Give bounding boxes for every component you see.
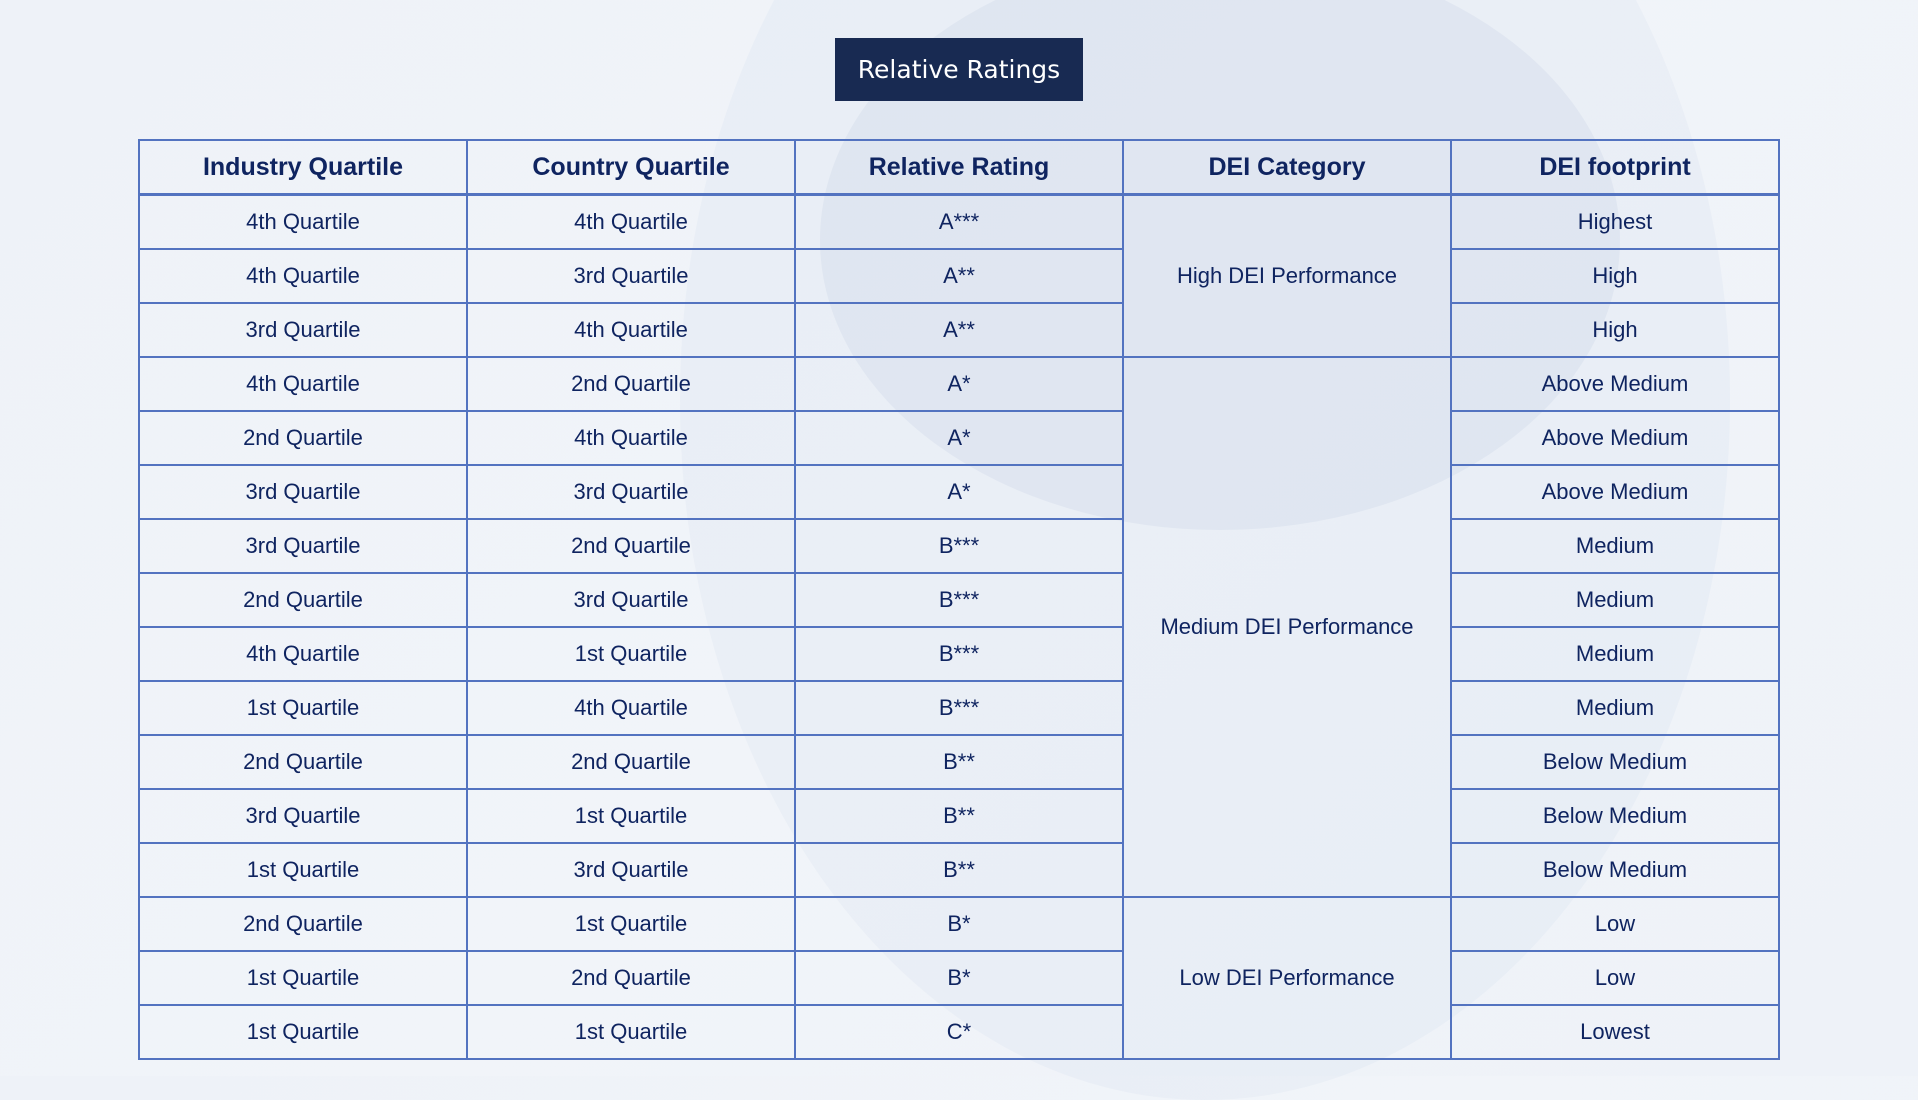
relative-rating-cell: B* (795, 897, 1123, 951)
country-quartile-cell: 3rd Quartile (467, 843, 795, 897)
industry-quartile-cell: 4th Quartile (139, 357, 467, 411)
industry-quartile-cell: 3rd Quartile (139, 303, 467, 357)
industry-quartile-cell: 3rd Quartile (139, 519, 467, 573)
table-row (139, 843, 1779, 897)
industry-quartile-cell: 4th Quartile (139, 195, 467, 250)
table-row (139, 195, 1779, 250)
relative-rating-cell: B*** (795, 627, 1123, 681)
industry-quartile-cell: 1st Quartile (139, 681, 467, 735)
relative-rating-cell: A** (795, 249, 1123, 303)
table-row (139, 411, 1779, 465)
dei-footprint-cell: Highest (1451, 195, 1779, 250)
country-quartile-cell: 2nd Quartile (467, 951, 795, 1005)
industry-quartile-cell: 1st Quartile (139, 843, 467, 897)
dei-footprint-cell: Low (1451, 897, 1779, 951)
table-row (139, 303, 1779, 357)
relative-rating-cell: B* (795, 951, 1123, 1005)
country-quartile-cell: 1st Quartile (467, 789, 795, 843)
industry-quartile-cell: 3rd Quartile (139, 789, 467, 843)
dei-footprint-cell: Above Medium (1451, 357, 1779, 411)
column-header: DEI Category (1123, 140, 1451, 195)
industry-quartile-cell: 4th Quartile (139, 627, 467, 681)
dei-footprint-cell: Lowest (1451, 1005, 1779, 1059)
dei-footprint-cell: Above Medium (1451, 411, 1779, 465)
dei-footprint-cell: High (1451, 303, 1779, 357)
country-quartile-cell: 1st Quartile (467, 897, 795, 951)
dei-footprint-cell: Above Medium (1451, 465, 1779, 519)
country-quartile-cell: 4th Quartile (467, 681, 795, 735)
industry-quartile-cell: 2nd Quartile (139, 897, 467, 951)
dei-footprint-cell: Medium (1451, 519, 1779, 573)
relative-rating-cell: B** (795, 843, 1123, 897)
ratings-table (138, 139, 1780, 1060)
dei-footprint-cell: Below Medium (1451, 843, 1779, 897)
country-quartile-cell: 4th Quartile (467, 411, 795, 465)
dei-category-cell: Low DEI Performance (1123, 897, 1451, 1059)
dei-footprint-cell: High (1451, 249, 1779, 303)
industry-quartile-cell: 2nd Quartile (139, 573, 467, 627)
table-row (139, 357, 1779, 411)
dei-category-cell: Medium DEI Performance (1123, 357, 1451, 897)
country-quartile-cell: 2nd Quartile (467, 735, 795, 789)
relative-rating-cell: A* (795, 465, 1123, 519)
country-quartile-cell: 1st Quartile (467, 627, 795, 681)
relative-rating-cell: B*** (795, 681, 1123, 735)
table-row (139, 249, 1779, 303)
country-quartile-cell: 2nd Quartile (467, 519, 795, 573)
dei-footprint-cell: Low (1451, 951, 1779, 1005)
industry-quartile-cell: 2nd Quartile (139, 411, 467, 465)
dei-footprint-cell: Below Medium (1451, 789, 1779, 843)
relative-rating-cell: A*** (795, 195, 1123, 250)
dei-footprint-cell: Medium (1451, 627, 1779, 681)
table-row (139, 465, 1779, 519)
relative-rating-cell: A** (795, 303, 1123, 357)
relative-rating-cell: B*** (795, 573, 1123, 627)
column-header: Relative Rating (795, 140, 1123, 195)
table-row (139, 951, 1779, 1005)
country-quartile-cell: 4th Quartile (467, 303, 795, 357)
column-header: Country Quartile (467, 140, 795, 195)
dei-footprint-cell: Medium (1451, 681, 1779, 735)
relative-rating-cell: C* (795, 1005, 1123, 1059)
relative-rating-cell: A* (795, 411, 1123, 465)
country-quartile-cell: 2nd Quartile (467, 357, 795, 411)
industry-quartile-cell: 1st Quartile (139, 951, 467, 1005)
page-title: Relative Ratings (835, 38, 1083, 101)
country-quartile-cell: 1st Quartile (467, 1005, 795, 1059)
column-header: Industry Quartile (139, 140, 467, 195)
industry-quartile-cell: 4th Quartile (139, 249, 467, 303)
table-row (139, 1005, 1779, 1059)
industry-quartile-cell: 1st Quartile (139, 1005, 467, 1059)
relative-rating-cell: B** (795, 789, 1123, 843)
country-quartile-cell: 3rd Quartile (467, 573, 795, 627)
column-header: DEI footprint (1451, 140, 1779, 195)
dei-footprint-cell: Below Medium (1451, 735, 1779, 789)
relative-rating-cell: B** (795, 735, 1123, 789)
dei-footprint-cell: Medium (1451, 573, 1779, 627)
country-quartile-cell: 3rd Quartile (467, 249, 795, 303)
table-row (139, 897, 1779, 951)
table-row (139, 789, 1779, 843)
relative-rating-cell: A* (795, 357, 1123, 411)
table-row (139, 735, 1779, 789)
table-row (139, 519, 1779, 573)
header-row (139, 140, 1779, 195)
dei-category-cell: High DEI Performance (1123, 195, 1451, 358)
table-row (139, 681, 1779, 735)
industry-quartile-cell: 3rd Quartile (139, 465, 467, 519)
relative-rating-cell: B*** (795, 519, 1123, 573)
industry-quartile-cell: 2nd Quartile (139, 735, 467, 789)
country-quartile-cell: 4th Quartile (467, 195, 795, 250)
country-quartile-cell: 3rd Quartile (467, 465, 795, 519)
table-row (139, 573, 1779, 627)
table-row (139, 627, 1779, 681)
